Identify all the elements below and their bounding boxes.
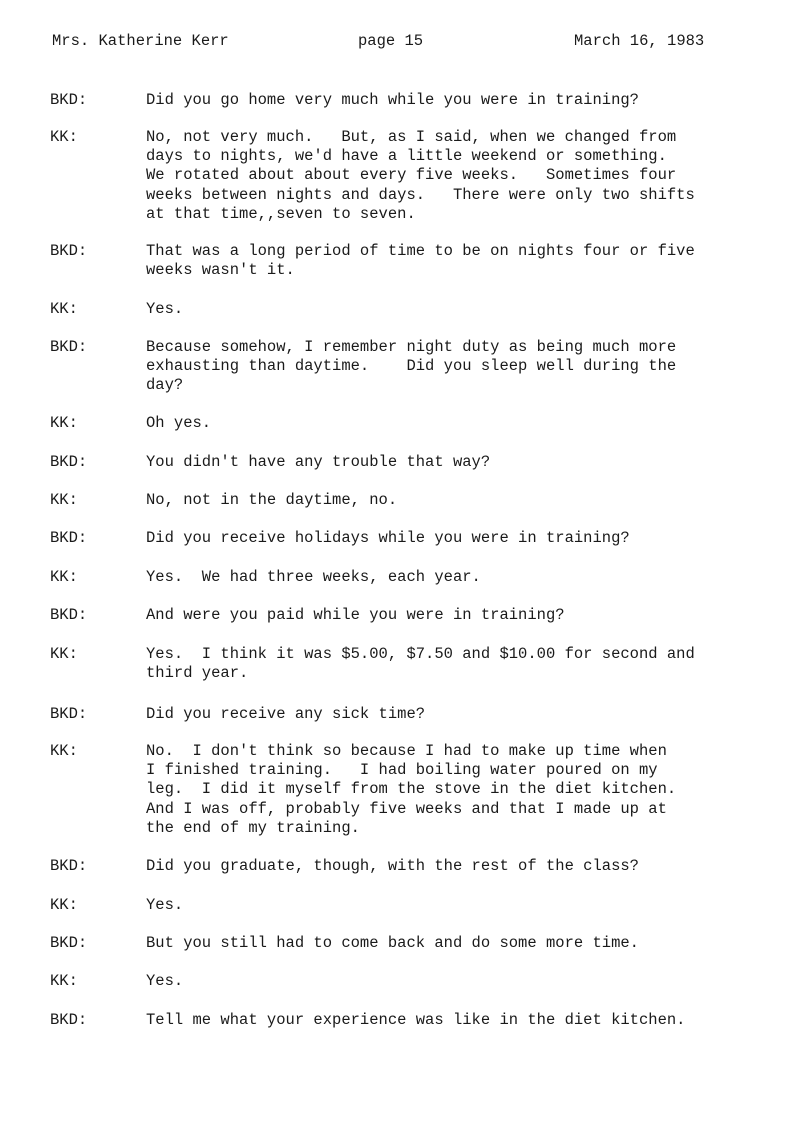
speech-line: third year. <box>146 664 249 683</box>
speaker-label: BKD: <box>50 1011 88 1029</box>
interview-date: March 16, 1983 <box>574 32 705 50</box>
speech-line: That was a long period of time to be on nights four or five <box>146 242 695 260</box>
speech-line: the end of my training. <box>146 818 360 837</box>
speech-line: No. I don't think so because I had to make up time when <box>146 742 667 760</box>
speech-line: No, not in the daytime, no. <box>146 491 398 509</box>
interviewee-name: Mrs. Katherine Kerr <box>52 32 229 50</box>
speech-line: Did you go home very much while you were in training? <box>146 91 639 109</box>
speaker-label: KK: <box>50 972 78 990</box>
speaker-label: KK: <box>50 645 78 663</box>
page-number: page 15 <box>358 32 424 50</box>
speech-line: And were you paid while you were in training? <box>146 606 565 624</box>
speaker-label: KK: <box>50 300 78 318</box>
speech-line: We rotated about about every five weeks. Sometimes four <box>146 166 677 185</box>
speech-line: leg. I did it myself from the stove in the diet kitchen. <box>146 780 677 799</box>
speech-line: I finished training. I had boiling water poured on my <box>146 761 658 780</box>
speech-line: Yes. <box>146 972 184 990</box>
speech-line: Did you graduate, though, with the rest of the class? <box>146 857 639 875</box>
speech-line: No, not very much. But, as I said, when we changed from <box>146 128 677 146</box>
speaker-label: BKD: <box>50 338 88 356</box>
speaker-label: KK: <box>50 128 78 146</box>
speech-line: But you still had to come back and do some more time. <box>146 934 639 952</box>
speaker-label: BKD: <box>50 934 88 952</box>
speaker-label: KK: <box>50 414 78 432</box>
speech-line: day? <box>146 376 184 395</box>
speaker-label: BKD: <box>50 91 88 109</box>
speaker-label: BKD: <box>50 453 88 471</box>
speaker-label: KK: <box>50 742 78 760</box>
page-header <box>0 32 800 52</box>
speaker-label: BKD: <box>50 606 88 624</box>
speech-line: Yes. We had three weeks, each year. <box>146 568 481 586</box>
speech-line: Did you receive holidays while you were in training? <box>146 529 630 547</box>
speaker-label: BKD: <box>50 242 88 260</box>
speech-line: weeks wasn't it. <box>146 261 295 280</box>
speaker-label: BKD: <box>50 705 88 723</box>
speech-line: Because somehow, I remember night duty as being much more <box>146 338 677 356</box>
speech-line: Yes. <box>146 300 184 318</box>
speech-line: at that time,,seven to seven. <box>146 204 416 223</box>
speech-line: Did you receive any sick time? <box>146 705 426 723</box>
speech-line: And I was off, probably five weeks and that I made up at <box>146 799 667 818</box>
speech-line: Tell me what your experience was like in the diet kitchen. <box>146 1011 686 1029</box>
speech-line: weeks between nights and days. There were only two shifts <box>146 185 695 204</box>
speaker-label: KK: <box>50 491 78 509</box>
speech-line: Yes. I think it was $5.00, $7.50 and $10.00 for second and <box>146 645 695 663</box>
speech-line: exhausting than daytime. Did you sleep well during the <box>146 357 677 376</box>
speech-line: Yes. <box>146 896 184 914</box>
speaker-label: BKD: <box>50 529 88 547</box>
speech-line: days to nights, we'd have a little weekend or something. <box>146 147 667 166</box>
speaker-label: BKD: <box>50 857 88 875</box>
speech-line: You didn't have any trouble that way? <box>146 453 491 471</box>
speaker-label: KK: <box>50 568 78 586</box>
speaker-label: KK: <box>50 896 78 914</box>
speech-line: Oh yes. <box>146 414 212 432</box>
